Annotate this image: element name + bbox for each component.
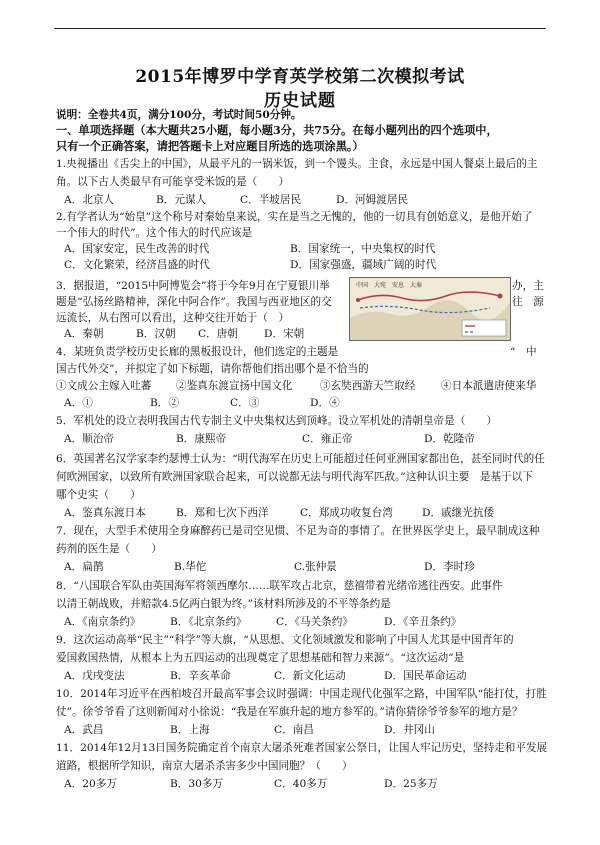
q7-option-a: A．扁鹊 <box>64 561 104 573</box>
q1-option-b: B．元谋人 <box>156 194 207 206</box>
q1-option-d: D．河姆渡居民 <box>336 194 409 206</box>
q10-stem-line1: 10．2014年习近平在西柏坡召开最高军事会议时强调：中国走现代化强军之路，中国军队“能打仗，打胜 <box>56 688 547 700</box>
q11-option-d: D．25多万 <box>384 778 438 790</box>
q9-stem-line1: 9．这次运动高举“民主”“科学”等大旗，“从思想、文化领域激发和影响了中国人尤其是中国青年的 <box>56 634 514 646</box>
q6-option-a: A．鉴真东渡日本 <box>64 507 146 519</box>
q4-stem-line1-tail: “ 中 <box>510 346 537 358</box>
q6-option-c: C．郑成功收复台湾 <box>300 507 393 519</box>
q3-option-a: A．秦朝 <box>64 328 104 340</box>
q3-stem-line2-tail: 往 源 <box>512 296 544 308</box>
q2-option-c: C．文化繁荣，经济昌盛的时代 <box>64 259 210 271</box>
q3-option-b: B．汉朝 <box>136 328 176 340</box>
q2-stem-line1: 2.有学者认为“始皇”这个称号对秦始皇来说，实在是当之无愧的，他的一切具有创始意义，是他开始了 <box>56 211 533 223</box>
q11-option-c: C．40多万 <box>274 778 328 790</box>
q10-option-c: C．南昌 <box>274 724 314 736</box>
map-legend-text: 中国 大宛 安息 大秦 <box>356 282 423 289</box>
q10-option-a: A．武昌 <box>64 724 104 736</box>
q9-option-d: D．国民革命运动 <box>384 670 467 682</box>
q7-stem-line1: 7．现在，大型手术使用全身麻醉药已是司空见惯、不足为奇的事情了。在世界医学史上，最早制成这种 <box>56 525 540 537</box>
q3-stem-line2: 题是“弘扬丝路精神，深化中阿合作”。我国与西亚地区的交 <box>56 296 332 308</box>
q11-option-b: B．30多万 <box>170 778 224 790</box>
q4-option-c: C．③ <box>230 397 260 409</box>
q2-option-a: A．国家安定，民生改善的时代 <box>64 243 210 255</box>
q4-item-1: ①文成公主嫁入吐蕃 <box>56 380 152 392</box>
q7-option-d: D．李时珍 <box>424 561 475 573</box>
q4-option-d: D．④ <box>310 397 340 409</box>
q5-stem: 5．军机处的设立表明我国古代专制主义中央集权达到顶峰。设立军机处的清朝皇帝是（ ） <box>56 415 498 427</box>
section-heading-line1: 一、单项选择题（本大题共25小题，每小题3分，共75分。在每小题列出的四个选项中， <box>56 123 498 137</box>
q9-option-b: B．辛亥革命 <box>170 670 231 682</box>
q8-option-b: B．《北京条约》 <box>170 616 247 628</box>
q11-option-a: A．20多万 <box>64 778 117 790</box>
q2-stem-line2: 一个伟大的时代”。这个伟大的时代应该是 <box>56 227 253 239</box>
q3-stem-line1-tail: 办，主 <box>512 280 544 292</box>
q10-stem-line2: 仗”。徐爷爷看了这则新闻对小徐说：“我是在军旗升起的地方参军的。”请你猜徐爷爷参军的地方是？ <box>56 706 523 718</box>
q1-option-a: A．北京人 <box>64 194 115 206</box>
q6-option-b: B．郑和七次下西洋 <box>176 507 269 519</box>
q3-option-c: C．唐朝 <box>198 328 238 340</box>
q7-stem-line2: 药剂的医生是（ ） <box>56 543 162 555</box>
exam-note: 说明：全卷共4页，满分100分，考试时间50分钟。 <box>56 109 302 121</box>
q8-option-c: C．《马关条约》 <box>276 616 353 628</box>
q3-option-d: D．宋朝 <box>264 328 305 340</box>
q3-stem-line1: 3．据报道，“2015中阿博览会”将于今年9月在宁夏银川举 <box>56 280 330 292</box>
q4-option-b: B．② <box>150 397 179 409</box>
q10-option-b: B．上海 <box>170 724 210 736</box>
q2-option-d: D．国家强盛，疆域广阔的时代 <box>290 259 437 271</box>
q1-stem-line2: 角。以下古人类最早有可能享受米饭的是（ ） <box>56 176 290 188</box>
header-rule <box>54 28 546 29</box>
q8-stem-line2: 以清王朝战败，并赔款4.5亿两白银为终。”该材料所涉及的不平等条约是 <box>56 598 391 610</box>
q6-option-d: D．戚继光抗倭 <box>422 507 495 519</box>
q8-option-a: A．《南京条约》 <box>64 616 141 628</box>
q4-stem-line2: 国古代外交”，并拟定了如下标题，请你帮他们指出哪个是不恰当的 <box>56 363 369 375</box>
q11-stem-line2: 道路，根据所学知识，南京大屠杀杀害多少中国同胞？（ ） <box>56 760 353 772</box>
q4-option-a: A．① <box>64 397 93 409</box>
q6-stem-line2: 何欧洲国家，以致所有欧洲国家联合起来，可以说都无法与明代海军匹敌。”这种认识主要 是基于以下 <box>56 471 533 483</box>
q9-option-a: A．戊戌变法 <box>64 670 125 682</box>
q6-stem-line3: 哪个史实（ ） <box>56 489 141 501</box>
q4-item-4: ④日本派遣唐使来华 <box>441 380 537 392</box>
q8-option-d: D．《辛丑条约》 <box>384 616 462 628</box>
q8-stem-line1: 8．“八国联合军队由英国海军将领西摩尔……联军攻占北京，慈禧带着光绪帝逃往西安。此事件 <box>56 580 503 592</box>
exam-title: 2015年博罗中学育英学校第二次模拟考试 <box>135 67 465 87</box>
section-heading-line2: 只有一个正确答案，请把答题卡上对应题目所选的选项涂黑。） <box>56 139 364 153</box>
q4-item-2: ②鉴真东渡宣扬中国文化 <box>176 380 293 392</box>
exam-subtitle: 历史试题 <box>264 91 336 111</box>
q5-option-c: C．雍正帝 <box>302 433 353 445</box>
q5-option-d: D．乾隆帝 <box>424 433 475 445</box>
q9-option-c: C．新文化运动 <box>274 670 346 682</box>
q2-option-b: B．国家统一，中央集权的时代 <box>290 243 436 255</box>
silk-road-map-image <box>349 277 511 341</box>
q1-stem-line1: 1.央视播出《舌尖上的中国》，从最平凡的一锅米饭，到一个馒头。主食，永远是中国人餐桌上最后的主 <box>56 158 538 170</box>
q3-stem-line3: 远流长，从右图可以看出，这种交往开始于（ ） <box>56 312 290 324</box>
q9-stem-line2: 爱国救国热情，从根本上为五四运动的出现奠定了思想基础和智力来源”。“这次运动”是 <box>56 652 465 664</box>
q7-option-b: B.华佗 <box>174 561 207 573</box>
q4-stem-line1: 4．某班负责学校历史长廊的黑板报设计，他们选定的主题是 <box>56 346 339 358</box>
q7-option-c: C.张仲景 <box>294 561 337 573</box>
q6-stem-line1: 6．英国著名汉学家李约瑟博士认为：“明代海军在历史上可能超过任何亚洲国家都出色，甚至同时代的任 <box>56 453 545 465</box>
q4-item-3: ③玄奘西游天竺取经 <box>320 380 416 392</box>
q5-option-b: B．康熙帝 <box>176 433 227 445</box>
q5-option-a: A．顺治帝 <box>64 433 115 445</box>
q11-stem-line1: 11．2014年12月13日国务院确定首个南京大屠杀死难者国家公祭日，让国人牢记历史，坚持走和平发展 <box>56 742 548 754</box>
q1-option-c: C．半坡居民 <box>240 194 302 206</box>
q10-option-d: D．井冈山 <box>384 724 435 736</box>
